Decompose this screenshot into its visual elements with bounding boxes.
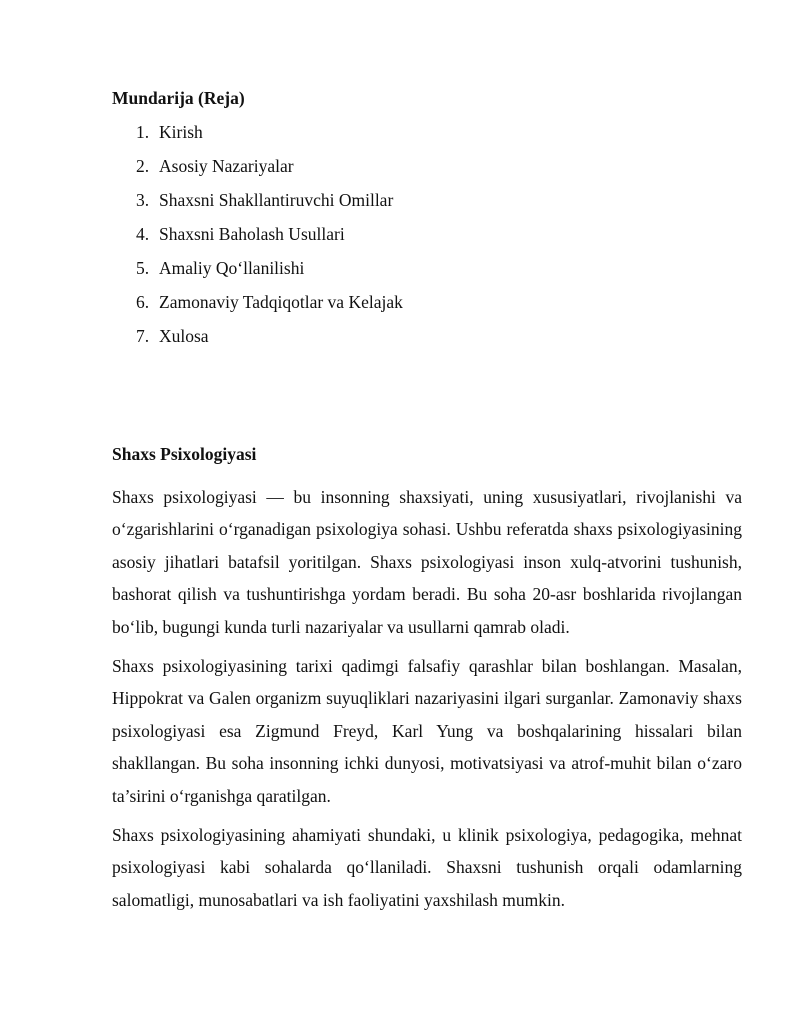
toc-item-label: Amaliy Qo‘llanilishi [159,258,305,278]
toc-item-label: Xulosa [159,326,209,346]
toc-item [136,120,742,154]
toc-item [136,188,742,222]
toc-item-label: Shaxsni Baholash Usullari [159,224,345,244]
toc-item [136,256,742,290]
toc-item-number: 5. [136,258,150,278]
toc-item-label: Shaxsni Shakllantiruvchi Omillar [159,190,394,210]
section-title: Shaxs Psixologiyasi [112,444,257,464]
toc-item-number: 2. [136,156,150,176]
toc-item [136,222,742,256]
toc-item [136,154,742,188]
body-paragraph: Shaxs psixologiyasining ahamiyati shundaki, u klinik psixologiya, pedagogika, mehnat psixologiyasi kabi sohalarda qo‘llaniladi. Shaxsni tushunish orqali odamlarning salomatligi, munosabatlari va ish faoliyatini yaxshilash mumkin. [112,825,742,910]
toc-item-number: 7. [136,326,150,346]
toc-list [112,120,742,358]
body-paragraph: Shaxs psixologiyasi — bu insonning shaxsiyati, uning xususiyatlari, rivojlanishi va o‘zgarishlarini o‘rganadigan psixologiya sohasi. Ushbu referatda shaxs psixologiyasining asosiy jihatlari batafsil yoritilgan. Shaxs psixologiyasi inson xulq-atvorini tushunish, bashorat qilish va tushuntirishga yordam beradi. Bu soha 20-asr boshlarida rivojlangan bo‘lib, bugungi kunda turli nazariyalar va usullarni qamrab oladi. [112,487,742,637]
toc-item-label: Zamonaviy Tadqiqotlar va Kelajak [159,292,403,312]
toc-item-number: 4. [136,224,150,244]
toc-item-number: 1. [136,122,150,142]
toc-item-label: Kirish [159,122,203,142]
toc-item-number: 6. [136,292,150,312]
toc-item [136,324,742,358]
toc-item-label: Asosiy Nazariyalar [159,156,294,176]
body-paragraph: Shaxs psixologiyasining tarixi qadimgi falsafiy qarashlar bilan boshlangan. Masalan, Hippokrat va Galen organizm suyuqliklari nazariyasini ilgari surganlar. Zamonaviy shaxs psixologiyasi esa Zigmund Freyd, Karl Yung va boshqalarining hissalari bilan shakllangan. Bu soha insonning ichki dunyosi, motivatsiyasi va atrof-muhit bilan o‘zaro ta’sirini o‘rganishga qaratilgan. [112,656,742,806]
toc-item [136,290,742,324]
toc-item-number: 3. [136,190,150,210]
toc-title: Mundarija (Reja) [112,88,245,108]
